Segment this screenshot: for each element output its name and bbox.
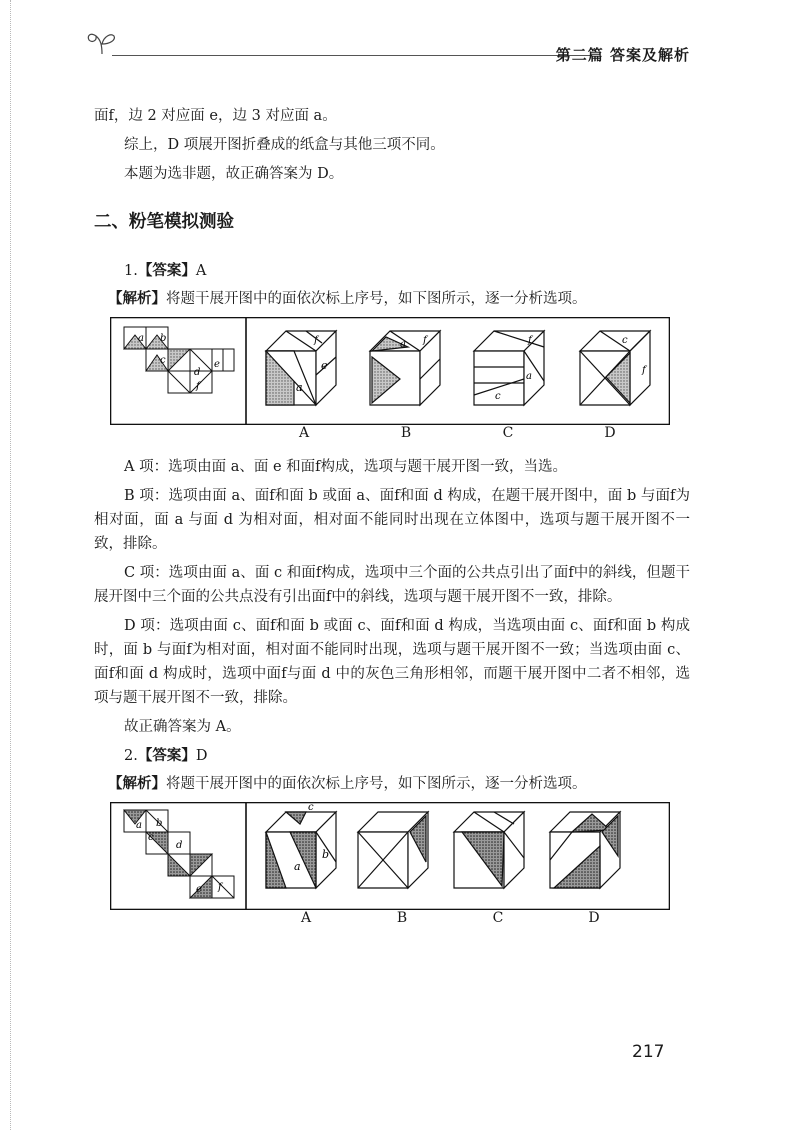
page-number: 217 <box>632 1042 665 1062</box>
q2-answer-line <box>94 744 690 768</box>
q1-option-b: B <box>400 425 412 441</box>
section-title: 第二篇 答案及解析 <box>555 46 690 64</box>
sprout-icon <box>86 30 120 56</box>
q1-net-label-d: d <box>194 367 201 378</box>
q1-cube-d-label-f: f <box>642 365 646 376</box>
intro-line-1: 面f，边 2 对应面 e，边 3 对应面 a。 <box>94 108 337 124</box>
q2-analysis-line <box>94 772 690 796</box>
q1-analysis-line <box>94 287 690 311</box>
q2-net-label-d: d <box>176 840 183 851</box>
q1-cube-c-label-a: a <box>526 371 532 382</box>
q2-cube-a-label-a: a <box>294 860 301 873</box>
q1-cube-a-label-a: a <box>296 381 303 394</box>
q2-figure-svg <box>110 802 670 910</box>
page-content <box>94 104 690 936</box>
q2-cube-c <box>454 812 524 888</box>
q2-option-labels <box>110 910 670 932</box>
intro-line-2: 综上，D 项展开图折叠成的纸盒与其他三项不同。 <box>124 137 445 153</box>
q1-net-label-b: b <box>160 333 167 344</box>
q1-answer: A <box>195 263 207 279</box>
page-edge-dots <box>10 0 11 1130</box>
q1-cube-a-label-f: f <box>314 335 318 346</box>
q1-cube-b-label-a: a <box>400 339 406 350</box>
q1-cube-d-label-c: c <box>622 335 628 346</box>
q1-option-c: C <box>502 425 514 441</box>
q2-option-b: B <box>396 910 408 926</box>
header-rule <box>112 55 592 56</box>
q1-analysis-tag: 【解析】 <box>108 291 166 307</box>
q2-net-label-c: c <box>148 832 154 843</box>
q1-para-b: B 项：选项由面 a、面f和面 b 或面 a、面f和面 d 构成，在题干展开图中，面 b 与面f为相对面，面 a 与面 d 为相对面，相对面不能同时出现在立体图中，选项与题干展开图不一致，排除。 <box>94 488 690 552</box>
q2-option-c: C <box>492 910 504 926</box>
q1-cube-c <box>474 331 544 405</box>
q1-para-c: C 项：选项由面 a、面 c 和面f构成，选项中三个面的公共点引出了面f中的斜线，但题干展开图中三个面的公共点没有引出面f中的斜线，选项与题干展开图不一致，排除。 <box>94 565 690 605</box>
q1-answer-tag: 【答案】 <box>137 263 196 279</box>
q2-cube-d <box>550 812 620 888</box>
q1-net-label-e: e <box>214 359 220 370</box>
q1-cube-c-label-f: f <box>528 335 532 346</box>
q1-net-label-f: f <box>196 381 200 392</box>
q2-cube-a-label-b: b <box>322 848 330 861</box>
q1-option-d: D <box>604 425 616 441</box>
q1-cube-a-label-e: e <box>321 359 328 372</box>
q1-option-labels <box>110 425 670 447</box>
q1-net-label-c: c <box>160 355 166 366</box>
q2-net-label-f: f <box>218 882 222 893</box>
q1-para-d: D 项：选项由面 c、面f和面 b 或面 c、面f和面 d 构成，当选项由面 c、面f和面 b 构成时，面 b 与面f为相对面，相对面不能同时出现，选项与题干展开图不一致；当选项由面 c、面f和面 d 构成时，选项中面f与面 d 中的灰色三角形相邻，而题干展开图中二者不相邻，选项与题干展开图不一致，排除。 <box>94 618 690 706</box>
section-heading: 二、粉笔模拟测验 <box>94 212 234 232</box>
q1-option-a: A <box>298 425 310 441</box>
q2-figure <box>110 802 670 932</box>
q1-conclusion: 故正确答案为 A。 <box>124 719 241 735</box>
q2-analysis: 将题干展开图中的面依次标上序号，如下图所示，逐一分析选项。 <box>166 776 587 792</box>
q2-analysis-tag: 【解析】 <box>108 776 166 792</box>
q2-answer-tag: 【答案】 <box>137 748 196 764</box>
q1-figure-svg <box>110 317 670 425</box>
q2-net-label-a: a <box>136 820 142 831</box>
q1-para-a: A 项：选项由面 a、面 e 和面f构成，选项与题干展开图一致，当选。 <box>124 459 567 475</box>
q1-analysis: 将题干展开图中的面依次标上序号，如下图所示，逐一分析选项。 <box>166 291 587 307</box>
q1-cube-c-label-c: c <box>495 391 501 402</box>
q2-option-d: D <box>588 910 600 926</box>
q2-cube-b <box>358 812 428 888</box>
q2-cube-a-label-c: c <box>308 802 314 813</box>
q1-cube-d <box>580 331 650 405</box>
q2-answer: D <box>195 748 208 764</box>
intro-line-3: 本题为选非题，故正确答案为 D。 <box>124 166 344 182</box>
page-header <box>80 28 690 68</box>
q1-answer-line <box>94 259 690 283</box>
q2-number: 2. <box>124 748 138 764</box>
q1-net-label-a: a <box>138 333 144 344</box>
q1-cube-b-label-f: f <box>423 335 427 346</box>
q2-net-label-b: b <box>156 818 163 829</box>
q1-number: 1. <box>124 263 138 279</box>
q2-net-label-e: e <box>196 884 202 895</box>
q2-option-a: A <box>300 910 312 926</box>
q1-figure <box>110 317 670 447</box>
